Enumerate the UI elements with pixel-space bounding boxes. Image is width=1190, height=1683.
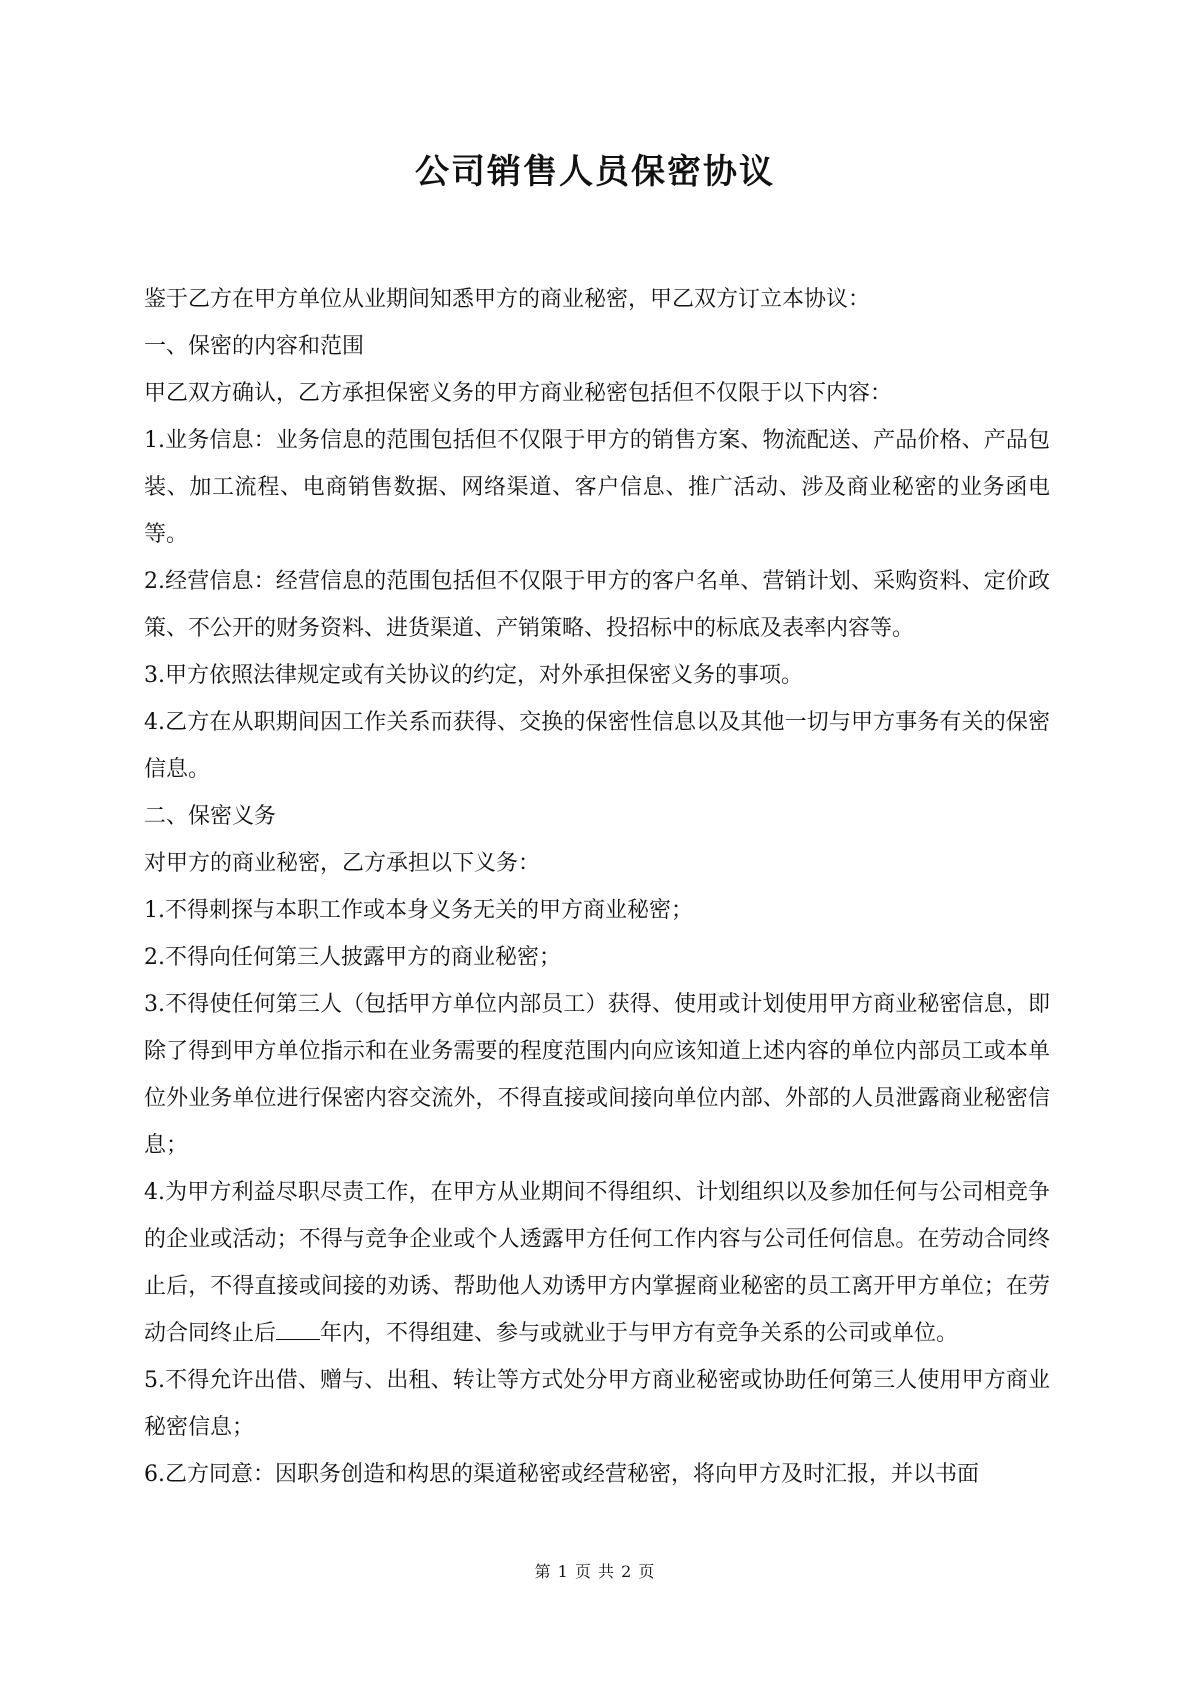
list-item: 1.不得刺探与本职工作或本身义务无关的甲方商业秘密； (144, 898, 693, 923)
section-heading: 一、保密的内容和范围 (144, 334, 365, 359)
list-item (144, 1169, 1050, 1357)
list-item: 4.乙方在从职期间因工作关系而获得、交换的保密性信息以及其他一切与甲方事务有关的保密信息。 (144, 710, 1050, 782)
paragraph: 甲乙双方确认，乙方承担保密义务的甲方商业秘密包括但不仅限于以下内容： (144, 381, 893, 406)
list-item: 1.业务信息：业务信息的范围包括但不仅限于甲方的销售方案、物流配送、产品价格、产品包装、加工流程、电商销售数据、网络渠道、客户信息、推广活动、涉及商业秘密的业务函电等。 (144, 428, 1050, 547)
list-item: 2.经营信息：经营信息的范围包括但不仅限于甲方的客户名单、营销计划、采购资料、定价政策、不公开的财务资料、进货渠道、产销策略、投招标中的标底及表率内容等。 (144, 569, 1050, 641)
section-heading: 二、保密义务 (144, 804, 277, 829)
list-item: 5.不得允许出借、赠与、出租、转让等方式处分甲方商业秘密或协助任何第三人使用甲方商业秘密信息； (144, 1368, 1050, 1440)
list-item: 3.甲方依照法律规定或有关协议的约定，对外承担保密义务的事项。 (144, 663, 803, 688)
paragraph: 鉴于乙方在甲方单位从业期间知悉甲方的商业秘密，甲乙双方订立本协议： (144, 287, 871, 312)
fill-in-blank (276, 1317, 320, 1340)
document-title: 公司销售人员保密协议 (415, 152, 775, 192)
paragraph: 对甲方的商业秘密，乙方承担以下义务： (144, 851, 541, 876)
list-item: 2.不得向任何第三人披露甲方的商业秘密； (144, 945, 561, 970)
paragraph-text: 年内，不得组建、参与或就业于与甲方有竞争关系的公司或单位。 (320, 1321, 959, 1346)
paragraph-text: 4.为甲方利益尽职尽责工作，在甲方从业期间不得组织、计划组织以及参加任何与公司相竞争的企业或活动；不得与竞争企业或个人透露甲方任何工作内容与公司任何信息。在劳动合同终止后，不得直接或间接的劝诱、帮助他人劝诱甲方内掌握商业秘密的员工离开甲方单位；在劳动合同终止后 (144, 1180, 1050, 1346)
list-item: 3.不得使任何第三人（包括甲方单位内部员工）获得、使用或计划使用甲方商业秘密信息，即除了得到甲方单位指示和在业务需要的程度范围内向应该知道上述内容的单位内部员工或本单位外业务单位进行保密内容交流外，不得直接或间接向单位内部、外部的人员泄露商业秘密信息； (144, 992, 1050, 1158)
document-body (144, 276, 1050, 1498)
list-item: 6.乙方同意：因职务创造和构思的渠道秘密或经营秘密，将向甲方及时汇报，并以书面 (144, 1462, 979, 1487)
page-footer: 第 1 页 共 2 页 (534, 1562, 656, 1581)
